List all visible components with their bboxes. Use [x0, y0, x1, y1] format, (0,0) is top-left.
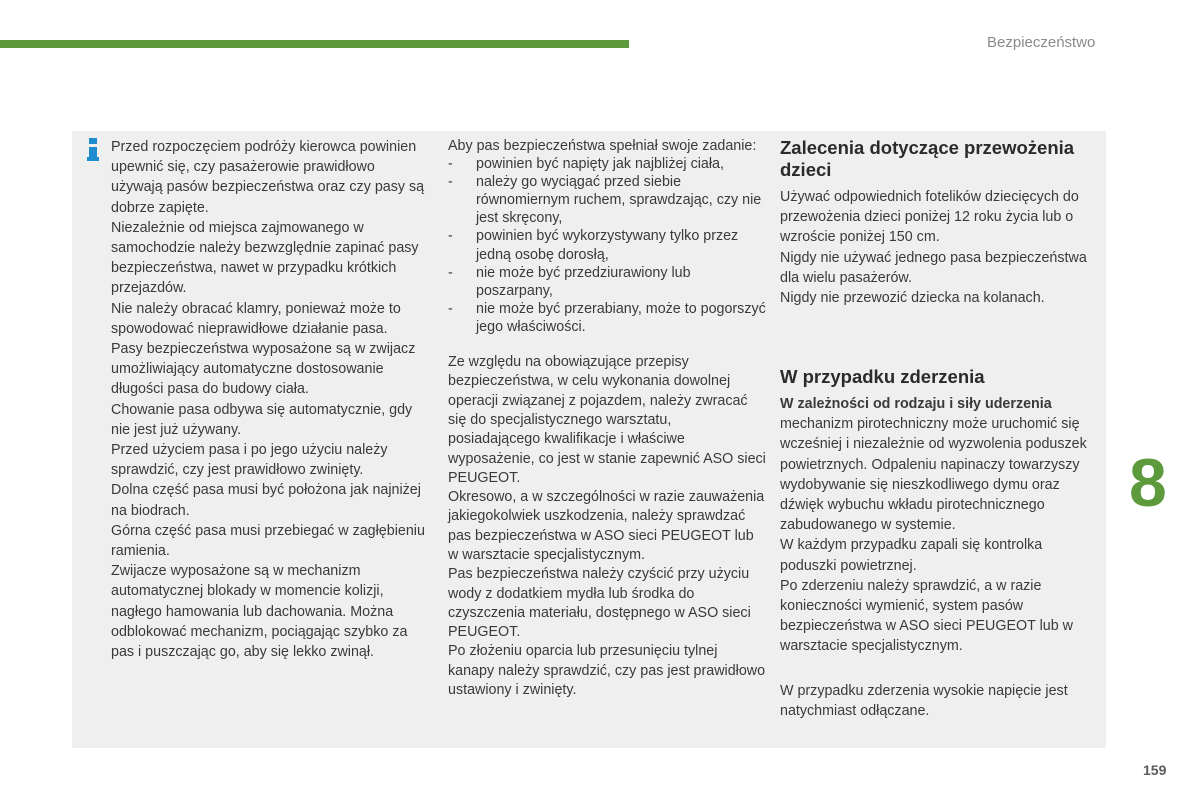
info-icon	[87, 138, 99, 164]
high-voltage-note: W przypadku zderzenia wysokie napięcie jest natychmiast odłączane.	[780, 683, 1068, 720]
list-item: - należy go wyciągać przed siebie równomiernym ruchem, sprawdzając, czy nie jest skręcony,	[448, 173, 766, 227]
collision-bold-text: W zależności od rodzaju i siły uderzenia	[780, 396, 1052, 412]
list-item: - nie może być przedziurawiony lub poszarpany,	[448, 264, 766, 300]
requirements-list	[448, 155, 766, 336]
list-item: - powinien być wykorzystywany tylko przez jedną osobę dorosłą,	[448, 227, 766, 263]
requirements-intro: Aby pas bezpieczeństwa spełniał swoje zadanie:	[448, 138, 757, 154]
collision-section	[780, 394, 1098, 657]
column-children	[780, 137, 1098, 308]
column-seatbelt-requirements	[448, 137, 766, 700]
heading-collision: W przypadku zderzenia	[780, 366, 985, 387]
section-label: Bezpieczeństwo	[987, 34, 1096, 51]
collision-text: mechanizm pirotechniczny może uruchomić się wcześniej i niezależnie od wyzwolenia poduszek powietrznych. Odpaleniu napinaczy towarzyszy wydobywanie się nieszkodliwego dymu oraz dźwięk wybuchu wkładu pirotechnicznego zabudowanego w systemie. W każdym przypadku zapali się kontrolka poduszki powietrznej. Po zderzeniu należy sprawdzić, a w razie konieczności wymienić, system pasów bezpieczeństwa w ASO sieci PEUGEOT lub w warsztacie specjalistycznym.	[780, 416, 1087, 655]
service-text: Ze względu na obowiązujące przepisy bezpieczeństwa, w celu wykonania dowolnej operacji związanej z pojazdem, należy zwracać się do specjalistycznego warsztatu, posiadającego kwalifikacje i właściwe wyposażenie, co jest w stanie zapewnić ASO sieci PEUGEOT. Okresowo, a w szczególności w razie zauważenia jakiegokolwiek uszkodzenia, należy sprawdzać pas bezpieczeństwa w ASO sieci PEUGEOT lub w warsztacie specjalistycznym. Pas bezpieczeństwa należy czyścić przy użyciu wody z dodatkiem mydła lub środka do czyszczenia materiału, dostępnego w ASO sieci PEUGEOT. Po złożeniu oparcia lub przesunięciu tylnej kanapy należy sprawdzić, czy pas jest prawidłowo ustawiony i zwinięty.	[448, 354, 766, 699]
seatbelt-info-text: Przed rozpoczęciem podróży kierowca powinien upewnić się, czy pasażerowie prawidłowo używają pasów bezpieczeństwa oraz czy pasy są dobrze zapięte. Niezależnie od miejsca zajmowanego w samochodzie należy bezwzględnie zapinać pasy bezpieczeństwa, nawet w przypadku krótkich przejazdów. Nie należy obracać klamry, ponieważ może to spowodować nieprawidłowe działanie pasa. Pasy bezpieczeństwa wyposażone są w zwijacz umożliwiający automatyczne dostosowanie długości pasa do budowy ciała. Chowanie pasa odbywa się automatycznie, gdy nie jest już używany. Przed użyciem pasa i po jego użyciu należy sprawdzić, czy jest prawidłowo zwinięty. Dolna część pasa musi być położona jak najniżej na biodrach. Górna część pasa musi przebiegać w zagłębieniu ramienia. Zwijacze wyposażone są w mechanizm automatycznej blokady w momencie kolizji, nagłego hamowania lub dachowania. Można odblokować mechanizm, pociągając szybko za pas i puszczając go, aby się lekko zwinął.	[111, 139, 425, 661]
list-item: - nie może być przerabiany, może to pogorszyć jego właściwości.	[448, 300, 766, 336]
column-seatbelt-info	[111, 137, 429, 662]
children-text: Używać odpowiednich fotelików dziecięcych do przewożenia dzieci poniżej 12 roku życia lub o wzroście poniżej 150 cm. Nigdy nie używać jednego pasa bezpieczeństwa dla wielu pasażerów. Nigdy nie przewozić dziecka na kolanach.	[780, 189, 1087, 307]
header-accent-bar	[0, 40, 629, 48]
list-item: - powinien być napięty jak najbliżej ciała,	[448, 155, 766, 173]
page-number: 159	[1143, 762, 1167, 778]
heading-children: Zalecenia dotyczące przewożenia dzieci	[780, 137, 1075, 180]
chapter-number: 8	[1129, 445, 1167, 521]
